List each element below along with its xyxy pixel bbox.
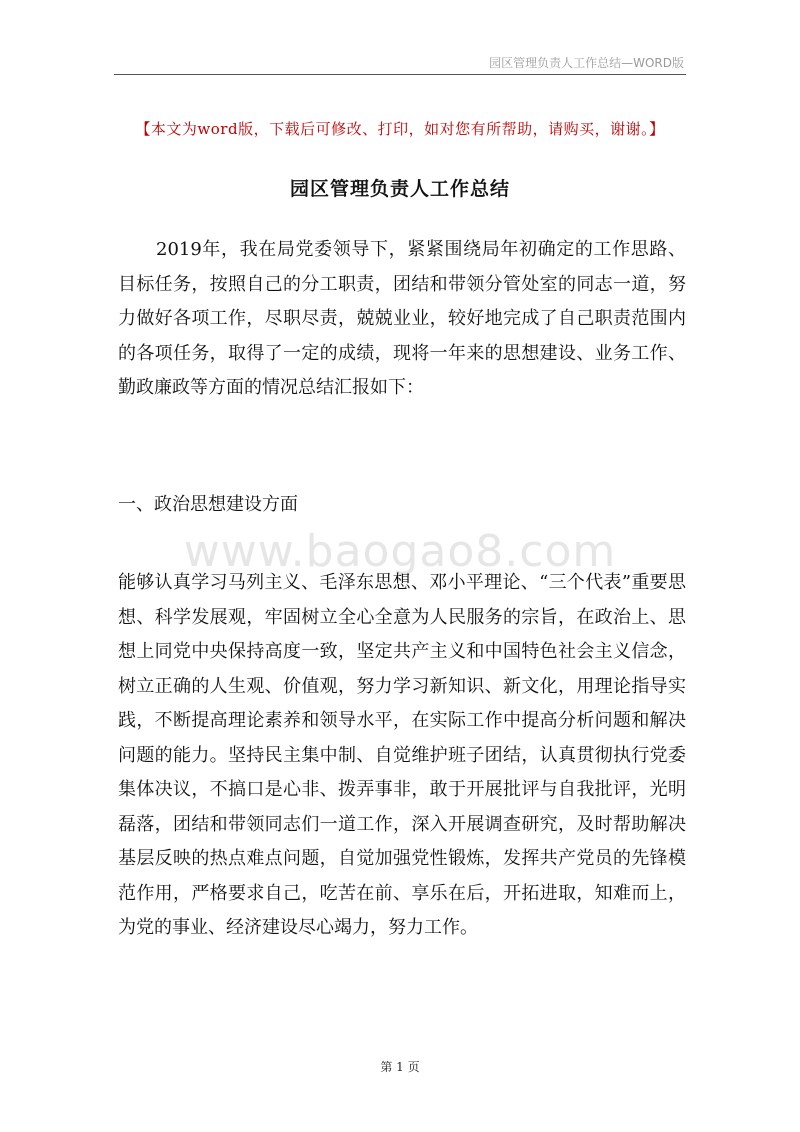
site-watermark: www.baogao8.com <box>183 526 617 577</box>
section-paragraph: 能够认真学习马列主义、毛泽东思想、邓小平理论、“三个代表”重要思想、科学发展观，牢固树立全心全意为人民服务的宗旨，在政治上、思想上同党中央保持高度一致，坚定共产主义和中国特色社会主义信念，树立正确的人生观、价值观，努力学习新知识、新文化，用理论指导实践，不断提高理论素养和领导水平，在实际工作中提高分析问题和解决问题的能力。坚持民主集中制、自觉维护班子团结，认真贯彻执行党委集体决议，不搞口是心非、拨弄事非，敢于开展批评与自我批评，光明磊落，团结和带领同志们一道工作，深入开展调查研究，及时帮助解决基层反映的热点难点问题，自觉加强党性锻炼，发挥共产党员的先锋模范作用，严格要求自己，吃苦在前、享乐在后，开拓进取，知难而上，为党的事业、经济建设尽心竭力，努力工作。 <box>118 572 686 938</box>
running-header: 园区管理负责人工作总结—WORD版 <box>489 56 684 70</box>
purchase-notice: 【本文为word版，下载后可修改、打印，如对您有所帮助，请购买，谢谢。】 <box>135 120 665 138</box>
document-title: 园区管理负责人工作总结 <box>289 178 510 200</box>
intro-paragraph: 2019年，我在局党委领导下，紧紧围绕局年初确定的工作思路、目标任务，按照自己的分工职责，团结和带领分管处室的同志一道，努力做好各项工作，尽职尽责，兢兢业业，较好地完成了自己职责范围内的各项任务，取得了一定的成绩，现将一年来的思想建设、业务工作、勤政廉政等方面的情况总结汇报如下： <box>118 239 686 398</box>
page-number: 第 1 页 <box>380 1060 420 1074</box>
header-divider <box>114 74 686 75</box>
section-heading: 一、政治思想建设方面 <box>118 494 298 515</box>
